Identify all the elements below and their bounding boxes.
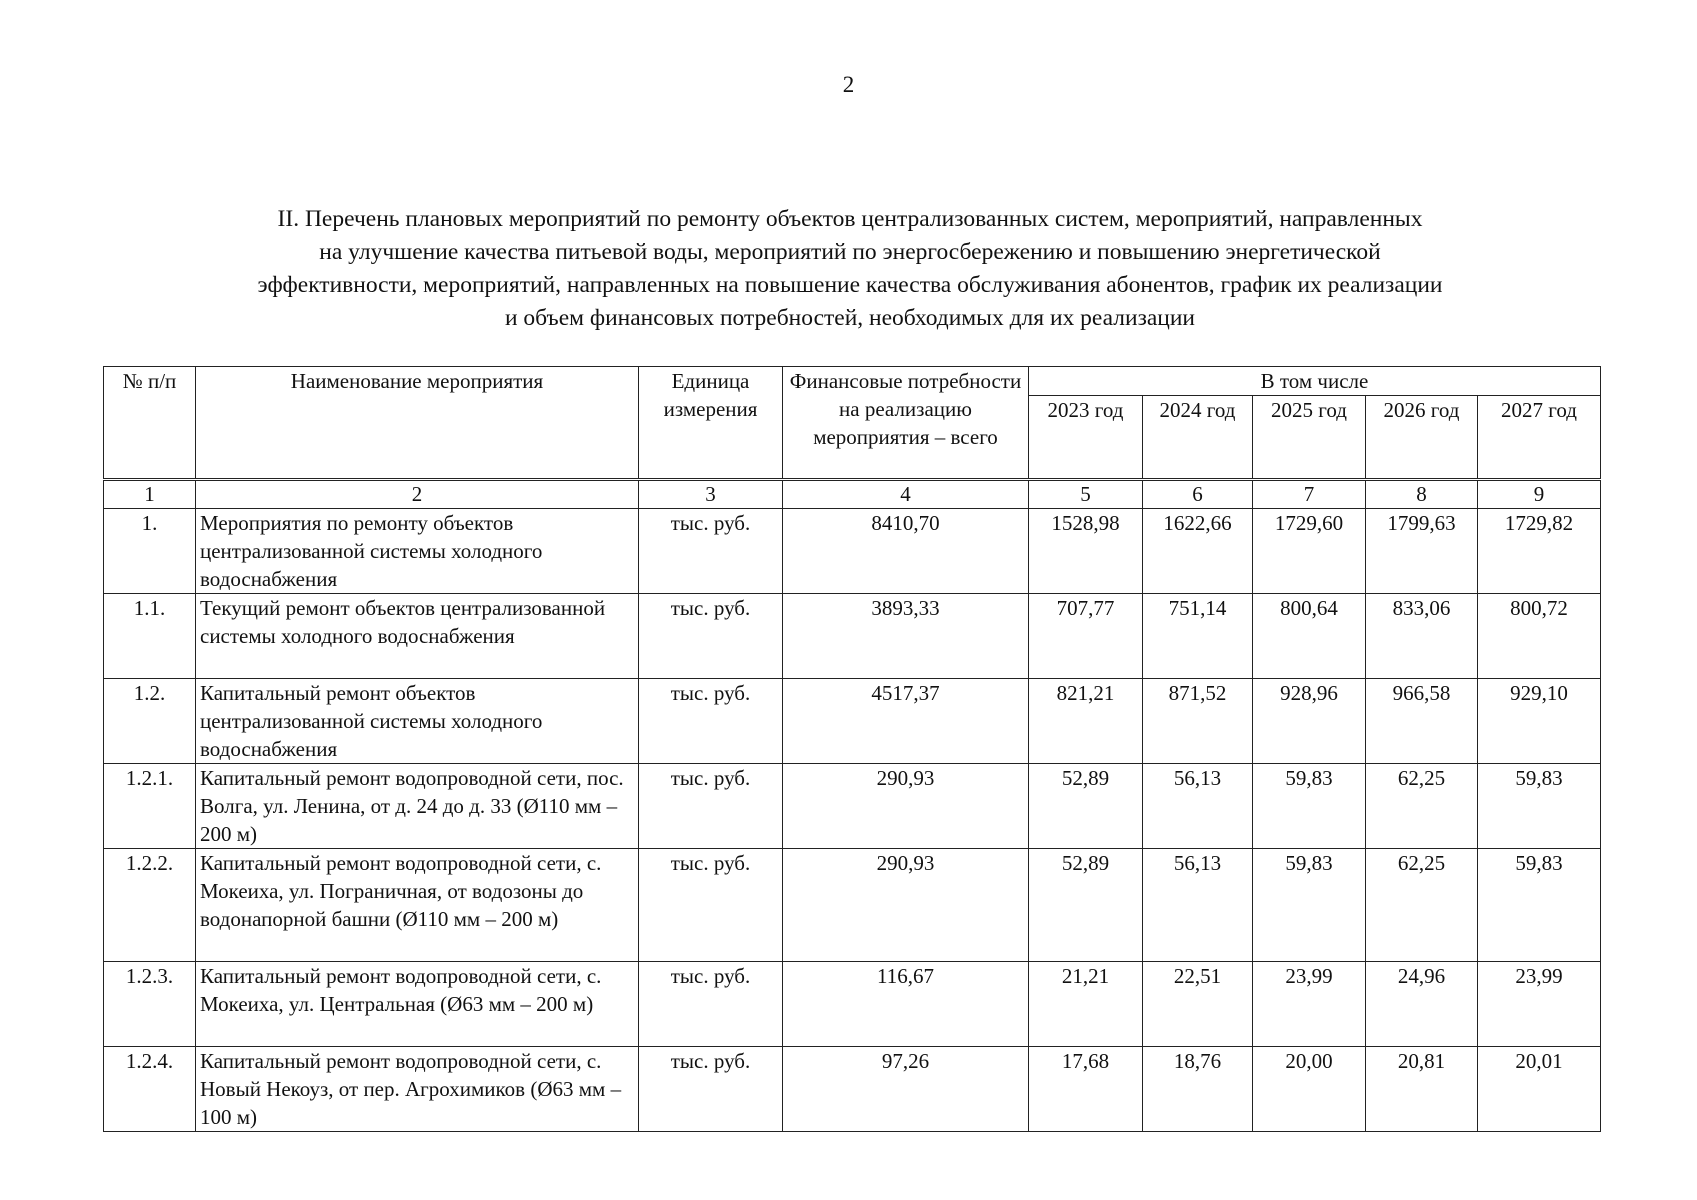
header-row [104, 367, 1601, 396]
row-num: 1.2.4. [104, 1047, 196, 1132]
row-year-value: 56,13 [1143, 764, 1253, 849]
table-row [104, 849, 1601, 962]
row-year-value: 1729,60 [1253, 509, 1366, 594]
row-total: 3893,33 [783, 594, 1029, 679]
table-row [104, 962, 1601, 1047]
row-year-value: 20,00 [1253, 1047, 1366, 1132]
row-name: Капитальный ремонт водопроводной сети, с. Новый Некоуз, от пер. Агрохимиков (Ø63 мм – 100 м) [196, 1047, 639, 1132]
row-year-value: 800,72 [1478, 594, 1601, 679]
row-year-value: 62,25 [1366, 849, 1478, 962]
column-number: 6 [1143, 480, 1253, 509]
row-num: 1.2.2. [104, 849, 196, 962]
row-unit: тыс. руб. [639, 594, 783, 679]
page-number: 2 [842, 72, 855, 97]
row-year-value: 59,83 [1253, 849, 1366, 962]
row-num: 1.2.1. [104, 764, 196, 849]
table-row [104, 509, 1601, 594]
row-name: Капитальный ремонт объектов централизованной системы холодного водоснабжения [196, 679, 639, 764]
row-unit: тыс. руб. [639, 849, 783, 962]
row-year-value: 1729,82 [1478, 509, 1601, 594]
row-year-value: 17,68 [1029, 1047, 1143, 1132]
row-unit: тыс. руб. [639, 962, 783, 1047]
row-name: Капитальный ремонт водопроводной сети, с. Мокеиха, ул. Центральная (Ø63 мм – 200 м) [196, 962, 639, 1047]
column-number: 1 [104, 480, 196, 509]
row-unit: тыс. руб. [639, 509, 783, 594]
title-line: II. Перечень плановых мероприятий по ремонту объектов централизованных систем, мероприятий, направленных [277, 206, 1423, 232]
row-unit: тыс. руб. [639, 679, 783, 764]
row-year-value: 1528,98 [1029, 509, 1143, 594]
row-year-value: 21,21 [1029, 962, 1143, 1047]
header-including: В том числе [1029, 367, 1601, 396]
column-number: 4 [783, 480, 1029, 509]
row-unit: тыс. руб. [639, 764, 783, 849]
row-total: 8410,70 [783, 509, 1029, 594]
row-year-value: 59,83 [1478, 849, 1601, 962]
row-name: Капитальный ремонт водопроводной сети, с. Мокеиха, ул. Пограничная, от водозоны до водонапорной башни (Ø110 мм – 200 м) [196, 849, 639, 962]
row-num: 1.2.3. [104, 962, 196, 1047]
row-total: 97,26 [783, 1047, 1029, 1132]
row-year-value: 966,58 [1366, 679, 1478, 764]
title-line: эффективности, мероприятий, направленных на повышение качества обслуживания абонентов, график их реализации [257, 272, 1443, 298]
column-number: 7 [1253, 480, 1366, 509]
row-year-value: 1799,63 [1366, 509, 1478, 594]
title-line: и объем финансовых потребностей, необходимых для их реализации [504, 305, 1196, 331]
row-year-value: 20,01 [1478, 1047, 1601, 1132]
row-year-value: 1622,66 [1143, 509, 1253, 594]
row-num: 1.2. [104, 679, 196, 764]
row-year-value: 59,83 [1478, 764, 1601, 849]
row-year-value: 20,81 [1366, 1047, 1478, 1132]
header-year: 2025 год [1253, 396, 1366, 480]
row-unit: тыс. руб. [639, 1047, 783, 1132]
row-year-value: 833,06 [1366, 594, 1478, 679]
column-numbers-row [104, 480, 1601, 509]
row-year-value: 821,21 [1029, 679, 1143, 764]
header-year: 2023 год [1029, 396, 1143, 480]
table-row [104, 594, 1601, 679]
row-year-value: 56,13 [1143, 849, 1253, 962]
row-year-value: 24,96 [1366, 962, 1478, 1047]
column-number: 8 [1366, 480, 1478, 509]
row-num: 1. [104, 509, 196, 594]
row-year-value: 59,83 [1253, 764, 1366, 849]
row-year-value: 18,76 [1143, 1047, 1253, 1132]
row-year-value: 23,99 [1253, 962, 1366, 1047]
header-num: № п/п [104, 367, 196, 480]
header-total: Финансовые потребности на реализацию мероприятия – всего [783, 367, 1029, 480]
header-year: 2026 год [1366, 396, 1478, 480]
header-name: Наименование мероприятия [196, 367, 639, 480]
row-year-value: 707,77 [1029, 594, 1143, 679]
table-row [104, 679, 1601, 764]
row-name: Текущий ремонт объектов централизованной системы холодного водоснабжения [196, 594, 639, 679]
row-year-value: 929,10 [1478, 679, 1601, 764]
row-total: 290,93 [783, 849, 1029, 962]
header-unit: Единица измерения [639, 367, 783, 480]
header-year: 2024 год [1143, 396, 1253, 480]
column-number: 9 [1478, 480, 1601, 509]
row-year-value: 52,89 [1029, 849, 1143, 962]
row-year-value: 52,89 [1029, 764, 1143, 849]
row-total: 4517,37 [783, 679, 1029, 764]
row-name: Мероприятия по ремонту объектов централизованной системы холодного водоснабжения [196, 509, 639, 594]
header-year: 2027 год [1478, 396, 1601, 480]
row-name: Капитальный ремонт водопроводной сети, пос. Волга, ул. Ленина, от д. 24 до д. 33 (Ø110 мм – 200 м) [196, 764, 639, 849]
row-num: 1.1. [104, 594, 196, 679]
column-number: 5 [1029, 480, 1143, 509]
row-total: 116,67 [783, 962, 1029, 1047]
table-row [104, 1047, 1601, 1132]
row-year-value: 871,52 [1143, 679, 1253, 764]
row-year-value: 928,96 [1253, 679, 1366, 764]
row-year-value: 62,25 [1366, 764, 1478, 849]
row-year-value: 751,14 [1143, 594, 1253, 679]
row-total: 290,93 [783, 764, 1029, 849]
row-year-value: 23,99 [1478, 962, 1601, 1047]
column-number: 2 [196, 480, 639, 509]
column-number: 3 [639, 480, 783, 509]
row-year-value: 22,51 [1143, 962, 1253, 1047]
row-year-value: 800,64 [1253, 594, 1366, 679]
title-line: на улучшение качества питьевой воды, мероприятий по энергосбережению и повышению энергетической [319, 239, 1381, 265]
document-title [115, 203, 1585, 335]
table-row [104, 764, 1601, 849]
activities-table [103, 366, 1601, 1132]
